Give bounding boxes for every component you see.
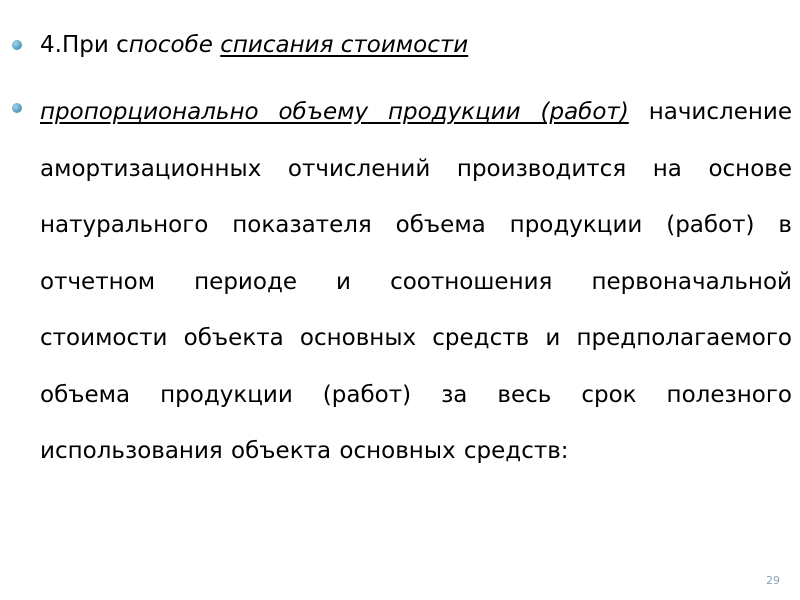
bullet-paragraph xyxy=(40,84,792,480)
title-prefix: 4.При с xyxy=(40,32,129,58)
bullet-icon xyxy=(12,103,22,113)
title-italic: пособе xyxy=(128,32,221,58)
bullet-title xyxy=(40,29,468,61)
title-underlined: списания стоимости xyxy=(220,32,469,58)
paragraph-body: начисление амортизационных отчислений производится на основе натурального показателя объема продукции (работ) в отчетном периоде и соотношения первоначальной стоимости объекта основных средств и предполагаемого объема продукции (работ) за весь срок полезного использования объекта основных средств: xyxy=(40,99,793,464)
page-number: 29 xyxy=(766,574,780,587)
paragraph-lead: пропорционально объему продукции (работ) xyxy=(40,99,629,125)
bullet-icon xyxy=(12,40,22,50)
